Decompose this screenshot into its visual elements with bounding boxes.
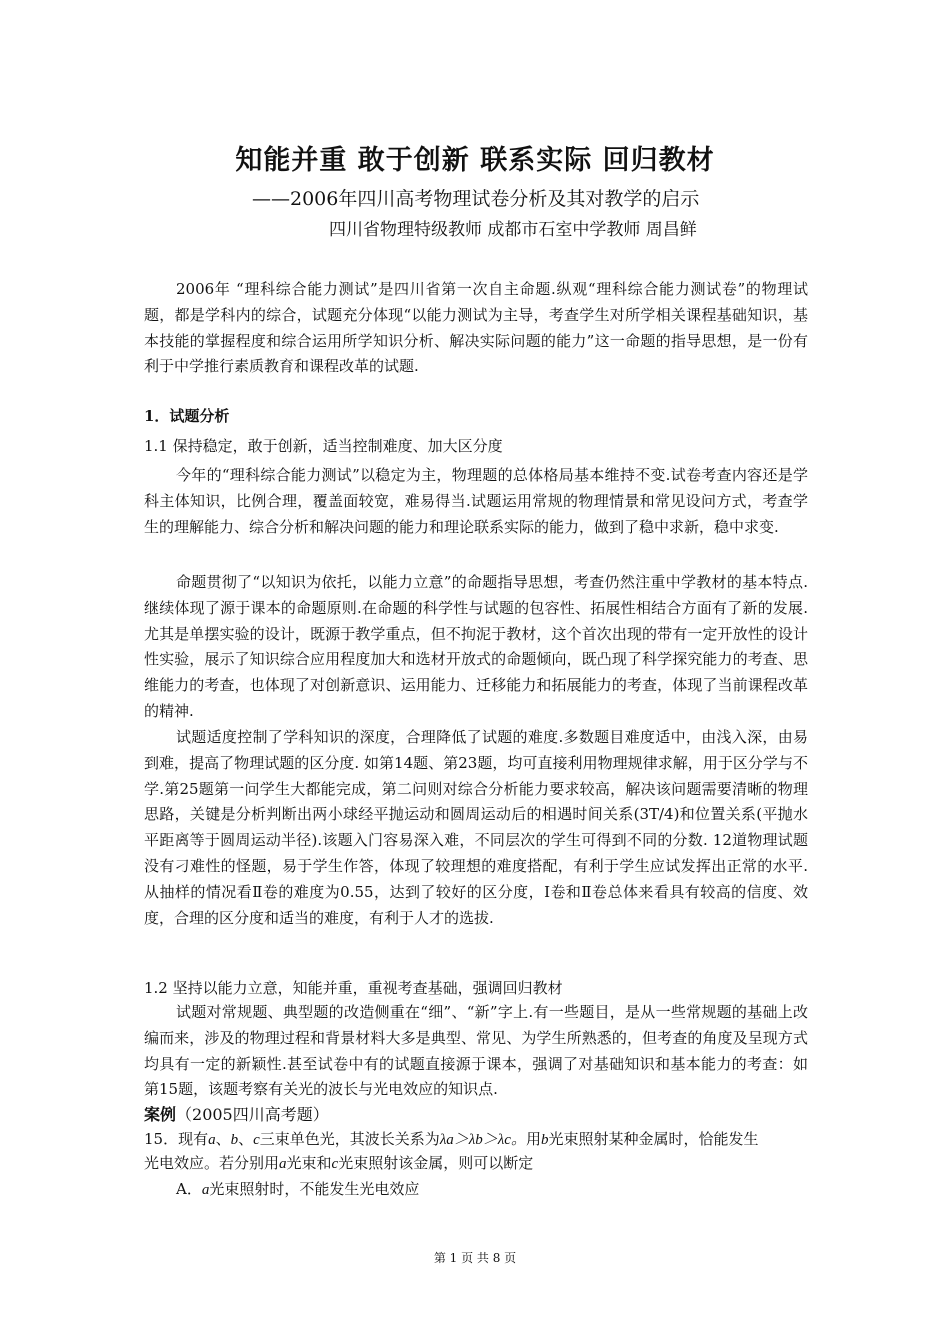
var-a: a: [279, 1156, 287, 1172]
q15-lead: 15．现有: [144, 1130, 209, 1148]
wavelength-relation: λa＞λb＞λc。: [439, 1132, 526, 1148]
option-a-text: 光束照射时，不能发生光电效应: [209, 1180, 420, 1198]
section-heading: 1．试题分析: [144, 407, 230, 425]
q15-line2-c: 光束照射该金属，则可以断定: [338, 1154, 534, 1172]
page-footer: 第 1 页 共 8 页: [433, 1251, 517, 1265]
q15-sep: 、: [215, 1130, 231, 1148]
paragraph-4: 试题对常规题、典型题的改造侧重在“细”、“新”字上.有一些题目，是从一些常规题的基础上改编而来，涉及的物理过程和背景材料大多是典型、常见、为学生所熟悉的，但考查的角度及呈现方式均具有一定的新颖性.甚至试卷中有的试题直接源于课本，强调了对基础知识和基本能力的考查：如第15题，该题考察有关光的波长与光电效应的知识点.: [144, 1003, 808, 1099]
intro-paragraph-block: [144, 277, 808, 380]
q15-sep: 、: [238, 1130, 254, 1148]
intro-paragraph: 2006年 “理科综合能力测试”是四川省第一次自主命题.纵观“理科综合能力测试卷”的物理试题，都是学科内的综合，试题充分体现“以能力测试为主导，考查学生对所学相关课程基础知识，基本技能的掌握程度和综合运用所学知识分析、解决实际问题的能力”这一命题的指导思想，是一份有利于中学推行素质教育和课程改革的试题.: [144, 280, 808, 376]
case-source: （2005四川高考题）: [176, 1105, 329, 1124]
question-15-line-1: [144, 1128, 759, 1149]
var-b: b: [230, 1132, 239, 1148]
question-15-line-2: [144, 1152, 533, 1173]
paragraph-block-4: [144, 1000, 808, 1103]
q15-line2-b: 光束和: [286, 1154, 332, 1172]
case-heading: [144, 1102, 329, 1125]
paragraph-2: 命题贯彻了“以知识为依托，以能力立意”的命题指导思想，考查仍然注重中学教材的基本特点.继续体现了源于课本的命题原则.在命题的科学性与试题的包容性、拓展性相结合方面有了新的发展.尤其是单摆实验的设计，既源于教学重点，但不拘泥于教材，这个首次出现的带有一定开放性的设计性实验，展示了知识综合应用程度加大和选材开放式的命题倾向，既凸现了科学探究能力的考查、思维能力的考查，也体现了对创新意识、运用能力、迁移能力和拓展能力的考查，体现了当前课程改革的精神.: [144, 573, 808, 720]
option-a-lead: A．: [176, 1180, 202, 1198]
paragraph-3: 试题适度控制了学科知识的深度，合理降低了试题的难度.多数题目难度适中，由浅入深，由易到难，提高了物理试题的区分度. 如第14题、第23题，均可直接利用物理规律求解，用于区分学与不学.第25题第一问学生大都能完成，第二问则对综合分析能力要求较高，解决该问题需要清晰的物理思路，关键是分析判断出两小球经平抛运动和圆周运动后的相遇时间关系(3T/4)和位置关系(平抛水平距离等于圆周运动半径).该题入门容易深入难，不同层次的学生可得到不同的分数. 12道物理试题没有刁难性的怪题，易于学生作答，体现了较理想的难度搭配，有利于学生应试发挥出正常的水平.从抽样的情况看Ⅱ卷的难度为0.55，达到了较好的区分度，Ⅰ卷和Ⅱ卷总体来看具有较高的信度、效度，合理的区分度和适当的难度，有利于人才的选拔.: [144, 728, 808, 927]
var-c: c: [253, 1132, 260, 1148]
paragraph-1: 今年的“理科综合能力测试”以稳定为主，物理题的总体格局基本维持不变.试卷考查内容还是学科主体知识，比例合理，覆盖面较宽，难易得当.试题运用常规的物理情景和常见设问方式，考查学生的理解能力、综合分析和解决问题的能力和理论联系实际的能力，做到了稳中求新，稳中求变.: [144, 466, 808, 536]
document-subtitle: ——2006年四川高考物理试卷分析及其对教学的启示: [252, 188, 700, 210]
option-a: [176, 1178, 419, 1199]
var-a: a: [208, 1132, 216, 1148]
paragraph-block-1: [144, 463, 808, 540]
var-a: a: [201, 1182, 210, 1198]
var-c: c: [331, 1156, 339, 1172]
document-title: 知能并重 敢于创新 联系实际 回归教材: [235, 145, 715, 176]
author-line: 四川省物理特级教师 成都市石室中学教师 周昌鲜: [329, 220, 697, 240]
subsection-heading-1-1: 1.1 保持稳定，敢于创新，适当控制难度、加大区分度: [144, 437, 503, 455]
q15-line2-a: 光电效应。若分别用: [144, 1154, 280, 1172]
case-label: 案例: [144, 1105, 177, 1124]
paragraph-block-2: [144, 570, 808, 725]
q15-end: 光束照射某种金属时，恰能发生: [548, 1130, 759, 1148]
subsection-heading-1-2: 1.2 坚持以能力立意，知能并重，重视考查基础，强调回归教材: [144, 979, 563, 997]
q15-mid: 三束单色光，其波长关系为: [259, 1130, 440, 1148]
var-b: b: [540, 1132, 549, 1148]
paragraph-block-3: [144, 725, 808, 931]
q15-tail: 用: [525, 1130, 541, 1148]
